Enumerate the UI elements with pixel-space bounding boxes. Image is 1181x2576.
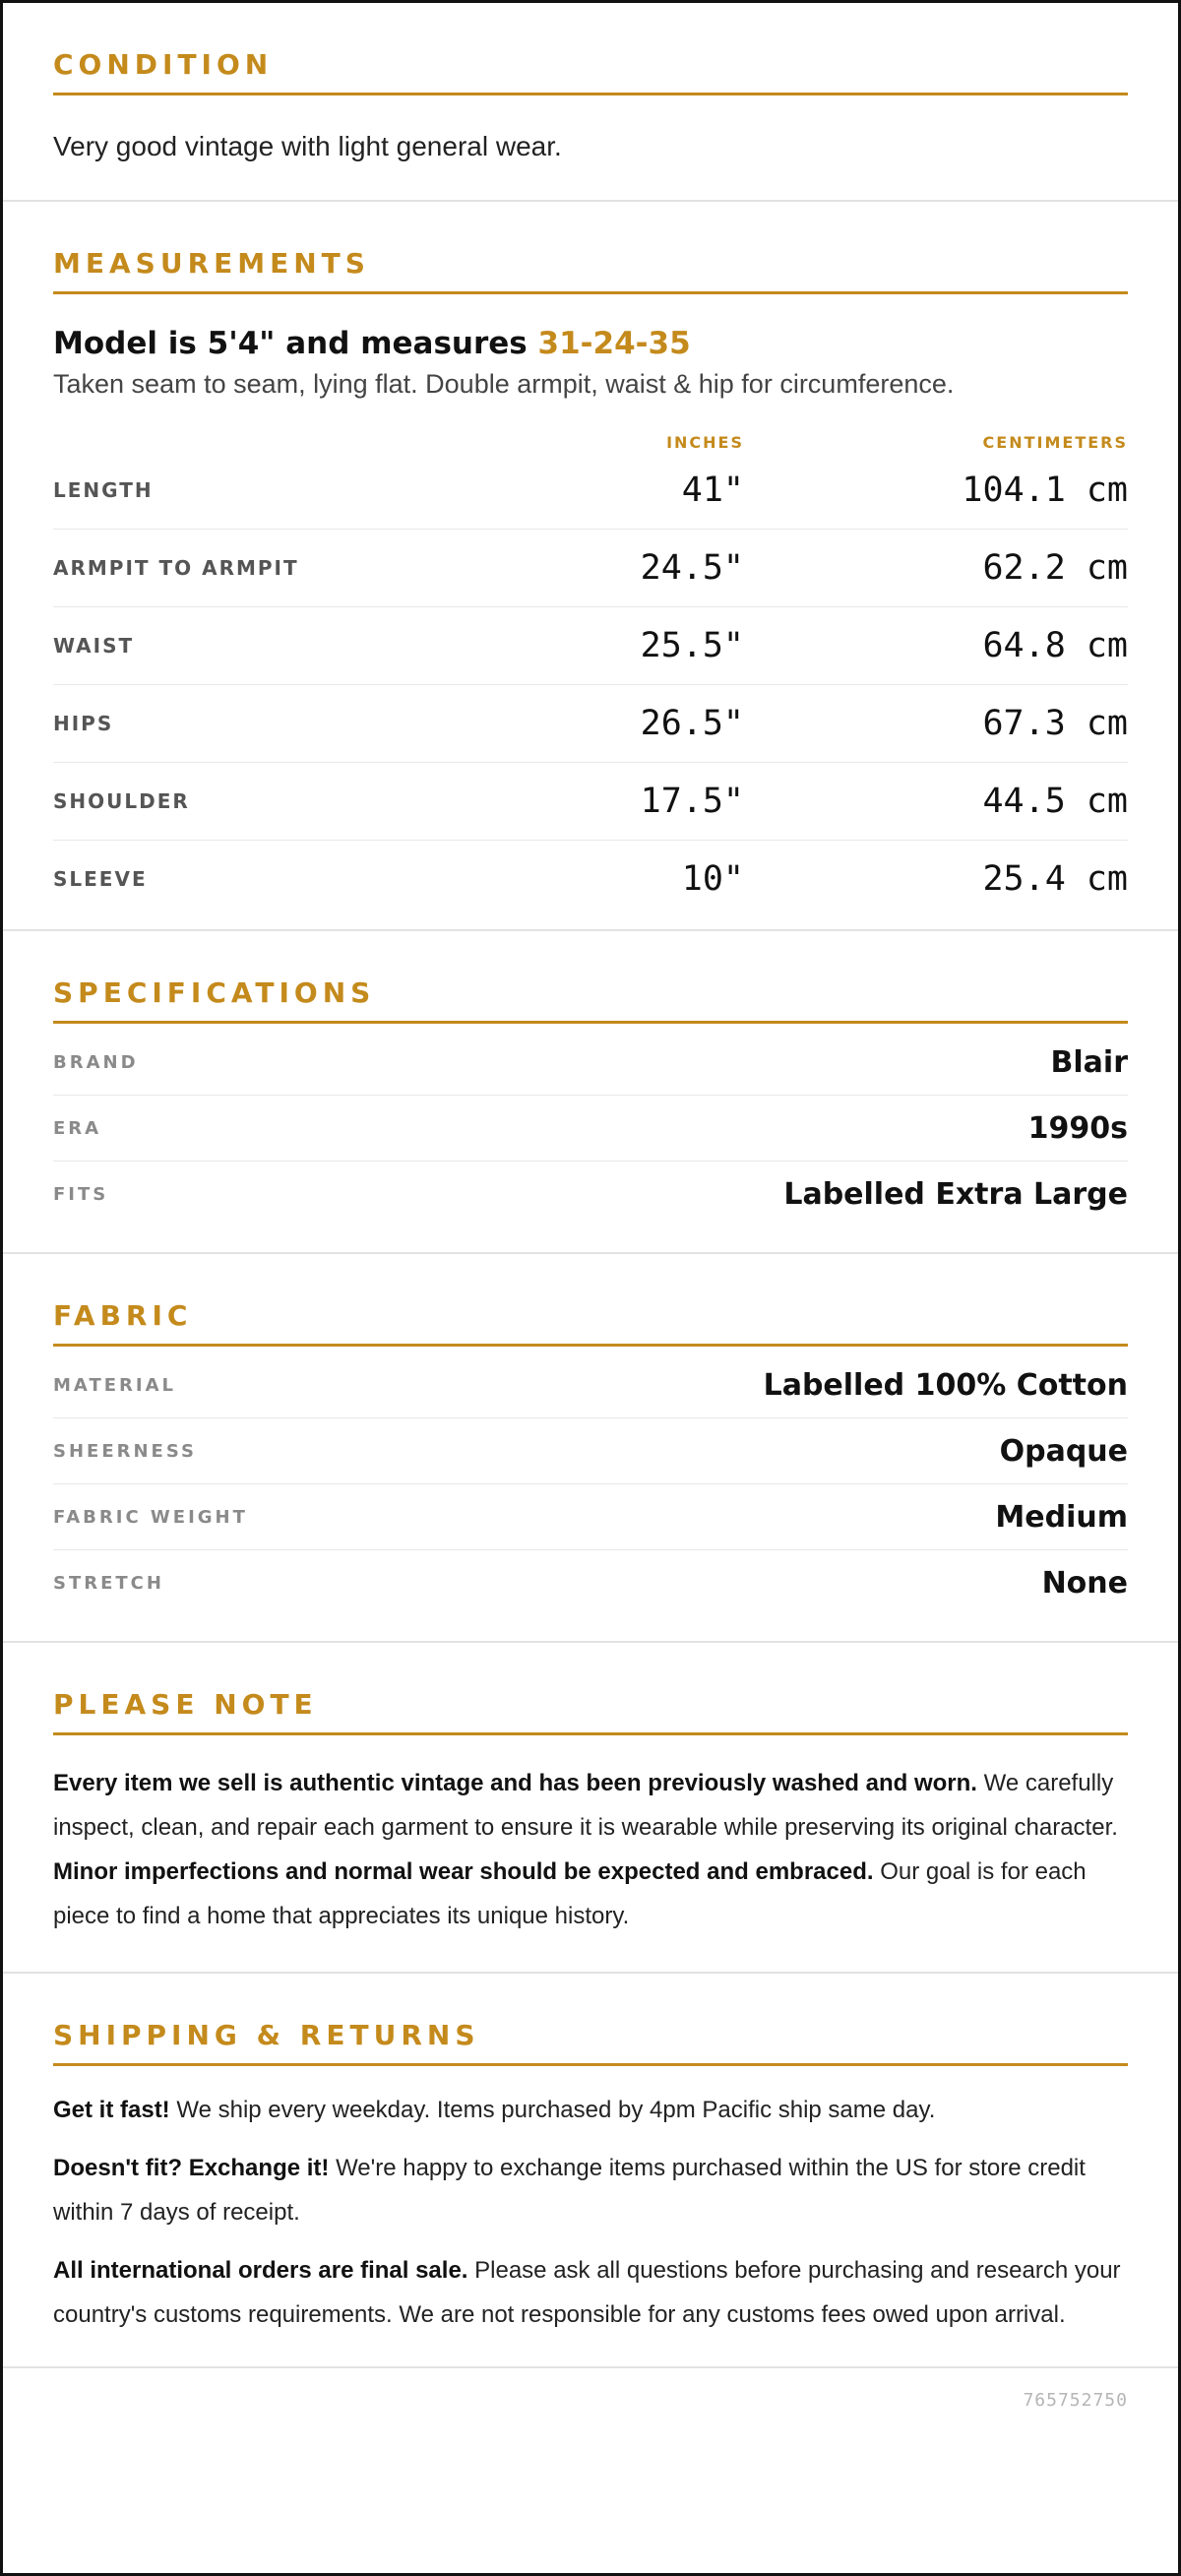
condition-title: CONDITION <box>53 48 1128 95</box>
shipping-text: Please ask all questions before purchasing and research your country's customs requirements. We are not responsible for any customs fees owed upon arrival. <box>53 2257 1121 2328</box>
measurement-label: LENGTH <box>53 478 154 502</box>
measurement-label: SHOULDER <box>53 789 190 813</box>
col-cm-header: CENTIMETERS <box>982 433 1128 452</box>
spec-value: 1990s <box>1027 1110 1128 1146</box>
fabric-row-stretch <box>53 1550 1128 1615</box>
measurements-title: MEASUREMENTS <box>53 247 1128 294</box>
spec-value: Labelled Extra Large <box>783 1176 1128 1212</box>
footer <box>3 2368 1178 2437</box>
measurement-inches: 26.5" <box>640 704 744 743</box>
fabric-row-sheerness <box>53 1418 1128 1484</box>
note-section <box>3 1643 1178 1974</box>
col-inches-header: INCHES <box>666 433 744 452</box>
spec-row-era <box>53 1096 1128 1162</box>
shipping-bold: All international orders are final sale. <box>53 2257 468 2284</box>
measurements-header <box>53 433 1128 452</box>
measurement-cm: 25.4 cm <box>982 859 1128 899</box>
specifications-section <box>3 931 1178 1254</box>
fabric-row-weight <box>53 1484 1128 1550</box>
measurement-cm: 62.2 cm <box>982 548 1128 588</box>
fabric-list <box>53 1347 1128 1641</box>
shipping-paragraph-international <box>53 2248 1128 2337</box>
measurement-cm: 104.1 cm <box>962 471 1128 510</box>
shipping-bold: Get it fast! <box>53 2097 170 2123</box>
shipping-bold: Doesn't fit? Exchange it! <box>53 2155 330 2181</box>
fabric-label: STRETCH <box>53 1572 164 1594</box>
fabric-label: SHEERNESS <box>53 1440 197 1462</box>
specifications-list <box>53 1024 1128 1252</box>
fabric-value: Medium <box>995 1499 1128 1535</box>
model-prefix: Model is 5'4" and measures <box>53 326 538 361</box>
measurement-label: ARMPIT TO ARMPIT <box>53 556 299 580</box>
condition-section <box>3 3 1178 202</box>
shipping-paragraph-exchange <box>53 2146 1128 2234</box>
spec-label: BRAND <box>53 1051 139 1073</box>
measurement-label: SLEEVE <box>53 867 148 891</box>
measurement-row-shoulder <box>53 763 1128 841</box>
shipping-title: SHIPPING & RETURNS <box>53 2019 1128 2066</box>
measurement-row-sleeve <box>53 841 1128 917</box>
fabric-value: Labelled 100% Cotton <box>763 1367 1128 1403</box>
model-line <box>53 326 1128 361</box>
model-measures: 31-24-35 <box>537 326 691 361</box>
condition-text: Very good vintage with light general wear. <box>53 131 562 161</box>
note-bold-2: Minor imperfections and normal wear should be expected and embraced. <box>53 1858 874 1885</box>
spec-value: Blair <box>1050 1044 1128 1080</box>
fabric-section <box>3 1254 1178 1643</box>
shipping-text: We ship every weekday. Items purchased by 4pm Pacific ship same day. <box>169 2097 936 2123</box>
spec-label: FITS <box>53 1183 109 1205</box>
note-title: PLEASE NOTE <box>53 1688 1128 1735</box>
fabric-label: MATERIAL <box>53 1374 176 1396</box>
measurement-row-hips <box>53 685 1128 763</box>
measurements-table <box>53 452 1128 929</box>
measurement-row-length <box>53 452 1128 530</box>
measurement-cm: 44.5 cm <box>982 782 1128 821</box>
specifications-title: SPECIFICATIONS <box>53 976 1128 1024</box>
measurement-inches: 24.5" <box>640 548 744 588</box>
measurement-inches: 25.5" <box>640 626 744 665</box>
fabric-row-material <box>53 1352 1128 1418</box>
note-text-1: We carefully inspect, clean, and repair each garment to ensure it is wearable while preserving its original character. <box>53 1770 1118 1841</box>
measurements-section <box>3 202 1178 931</box>
sku-number: 765752750 <box>1023 2390 1128 2411</box>
spec-row-fits <box>53 1162 1128 1226</box>
shipping-text: We're happy to exchange items purchased within the US for store credit within 7 days of receipt. <box>53 2155 1086 2226</box>
fabric-title: FABRIC <box>53 1299 1128 1347</box>
shipping-body <box>53 2066 1128 2366</box>
measurement-cm: 67.3 cm <box>982 704 1128 743</box>
fabric-value: Opaque <box>999 1433 1128 1469</box>
measurement-cm: 64.8 cm <box>982 626 1128 665</box>
note-text <box>53 1735 1128 1972</box>
spec-label: ERA <box>53 1117 102 1139</box>
fabric-label: FABRIC WEIGHT <box>53 1506 248 1528</box>
measurement-row-waist <box>53 607 1128 685</box>
measurement-inches: 10" <box>681 859 744 899</box>
fabric-value: None <box>1041 1565 1128 1601</box>
spec-row-brand <box>53 1030 1128 1096</box>
measurement-label: HIPS <box>53 712 114 735</box>
measurements-subtitle: Taken seam to seam, lying flat. Double armpit, waist & hip for circumference. <box>53 369 955 399</box>
measurement-inches: 41" <box>681 471 744 510</box>
shipping-paragraph-fast <box>53 2088 1128 2132</box>
measurement-label: WAIST <box>53 634 135 658</box>
note-text-2: Our goal is for each piece to find a home that appreciates its unique history. <box>53 1858 1087 1929</box>
shipping-section <box>3 1974 1178 2368</box>
measurement-inches: 17.5" <box>640 782 744 821</box>
note-bold-1: Every item we sell is authentic vintage and has been previously washed and worn. <box>53 1770 977 1796</box>
measurement-row-armpit <box>53 530 1128 607</box>
